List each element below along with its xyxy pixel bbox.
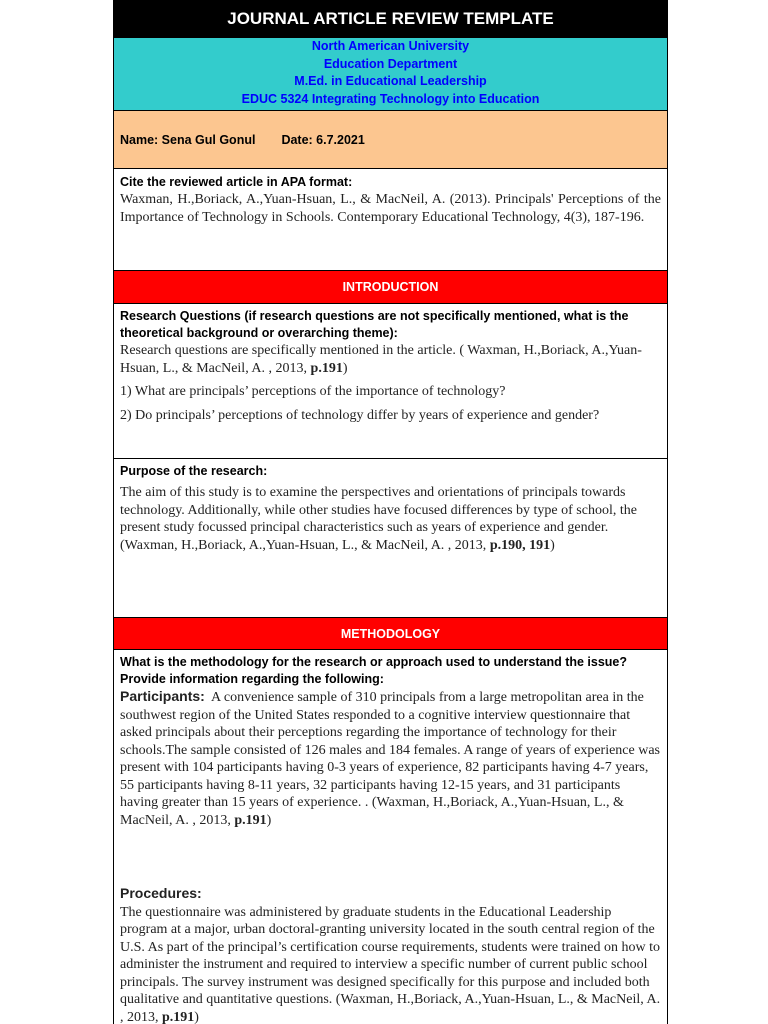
- participants-paragraph: Participants: A convenience sample of 310 principals from a large metropolitan area in the southwest region of the United States responded to a cognitive interview questionnaire that asked principals about their perceptions regarding the importance of technology for their schools.The sample consisted of 126 males and 184 females. A range of years of experience was present with 104 participants having 0-3 years of experience, 82 participants having 4-7 years, 55 participants having 8-11 years, 32 participants having 12-15 years, and 31 participants having greater than 15 years of experience. . (Waxman, H.,Boriack, A.,Yuan-Hsuan, L., & MacNeil, A. , 2013, p.191): [120, 688, 664, 828]
- research-questions-section: [114, 304, 667, 459]
- institution-block: [114, 38, 667, 111]
- purpose-text: The aim of this study is to examine the perspectives and orientations of principals towards technology. Additionally, while other studies have focused differences by type of school, the present study focussed principal characteristics such as years of experience and gender. (Waxman, H.,Boriack, A.,Yuan-Hsuan, L., & MacNeil, A. , 2013, p.190, 191): [120, 485, 637, 553]
- citation-text: Waxman, H.,Boriack, A.,Yuan-Hsuan, L., & MacNeil, A. (2013). Principals' Perceptions of the Importance of Technology in Schools. Contemporary Educational Technology, 4(3), 187-196.: [120, 192, 661, 225]
- introduction-header: [114, 271, 667, 304]
- template-title: [114, 0, 667, 38]
- procedures-heading: Procedures:: [120, 885, 202, 901]
- participants-heading: Participants:: [120, 688, 205, 704]
- reviewer-name: Name: Sena Gul Gonul: [120, 132, 256, 147]
- research-questions-label: Research Questions (if research questions are not specifically mentioned, what is the theoretical background or overarching theme):: [120, 309, 629, 340]
- methodology-label: What is the methodology for the research or approach used to understand the issue? Provide information regarding the following:: [120, 655, 628, 686]
- research-question-1: 1) What are principals’ perceptions of the importance of technology?: [120, 384, 506, 399]
- methodology-header: [114, 618, 667, 650]
- methodology-section: [114, 650, 667, 1024]
- review-date: Date: 6.7.2021: [281, 132, 365, 147]
- department-name: Education Department: [323, 56, 458, 71]
- purpose-label: Purpose of the research:: [120, 464, 268, 478]
- program-name: M.Ed. in Educational Leadership: [294, 74, 487, 88]
- procedures-paragraph: The questionnaire was administered by graduate students in the Educational Leadership program at a major, urban doctoral-granting university located in the south central region of the U.S. As part of the principal’s certification course requirements, students were trained on how to administer the instrument and required to interview a specific number of current public school principals. The survey instrument was designed specifically for this purpose and included both qualitative and quantitative questions. (Waxman, H.,Boriack, A.,Yuan-Hsuan, L., & MacNeil, A. , 2013, p.191): [120, 904, 661, 1024]
- introduction-title: INTRODUCTION: [342, 280, 439, 294]
- review-template-sheet: [113, 0, 668, 1024]
- reviewer-info: [114, 111, 667, 169]
- methodology-title: METHODOLOGY: [340, 626, 441, 641]
- university-name: North American University: [311, 39, 470, 53]
- course-name: EDUC 5324 Integrating Technology into Education: [241, 91, 540, 106]
- citation-section: [114, 169, 667, 271]
- research-questions-intro: Research questions are specifically mentioned in the article. ( Waxman, H.,Boriack, A.,Yuan-Hsuan, L., & MacNeil, A. , 2013, p.191): [120, 343, 642, 376]
- research-question-2: 2) Do principals’ perceptions of technology differ by years of experience and gender?: [120, 407, 600, 423]
- purpose-section: [114, 459, 667, 618]
- template-title-text: JOURNAL ARTICLE REVIEW TEMPLATE: [227, 8, 554, 28]
- procedures-heading-line: [120, 885, 661, 904]
- citation-label: Cite the reviewed article in APA format:: [120, 175, 353, 189]
